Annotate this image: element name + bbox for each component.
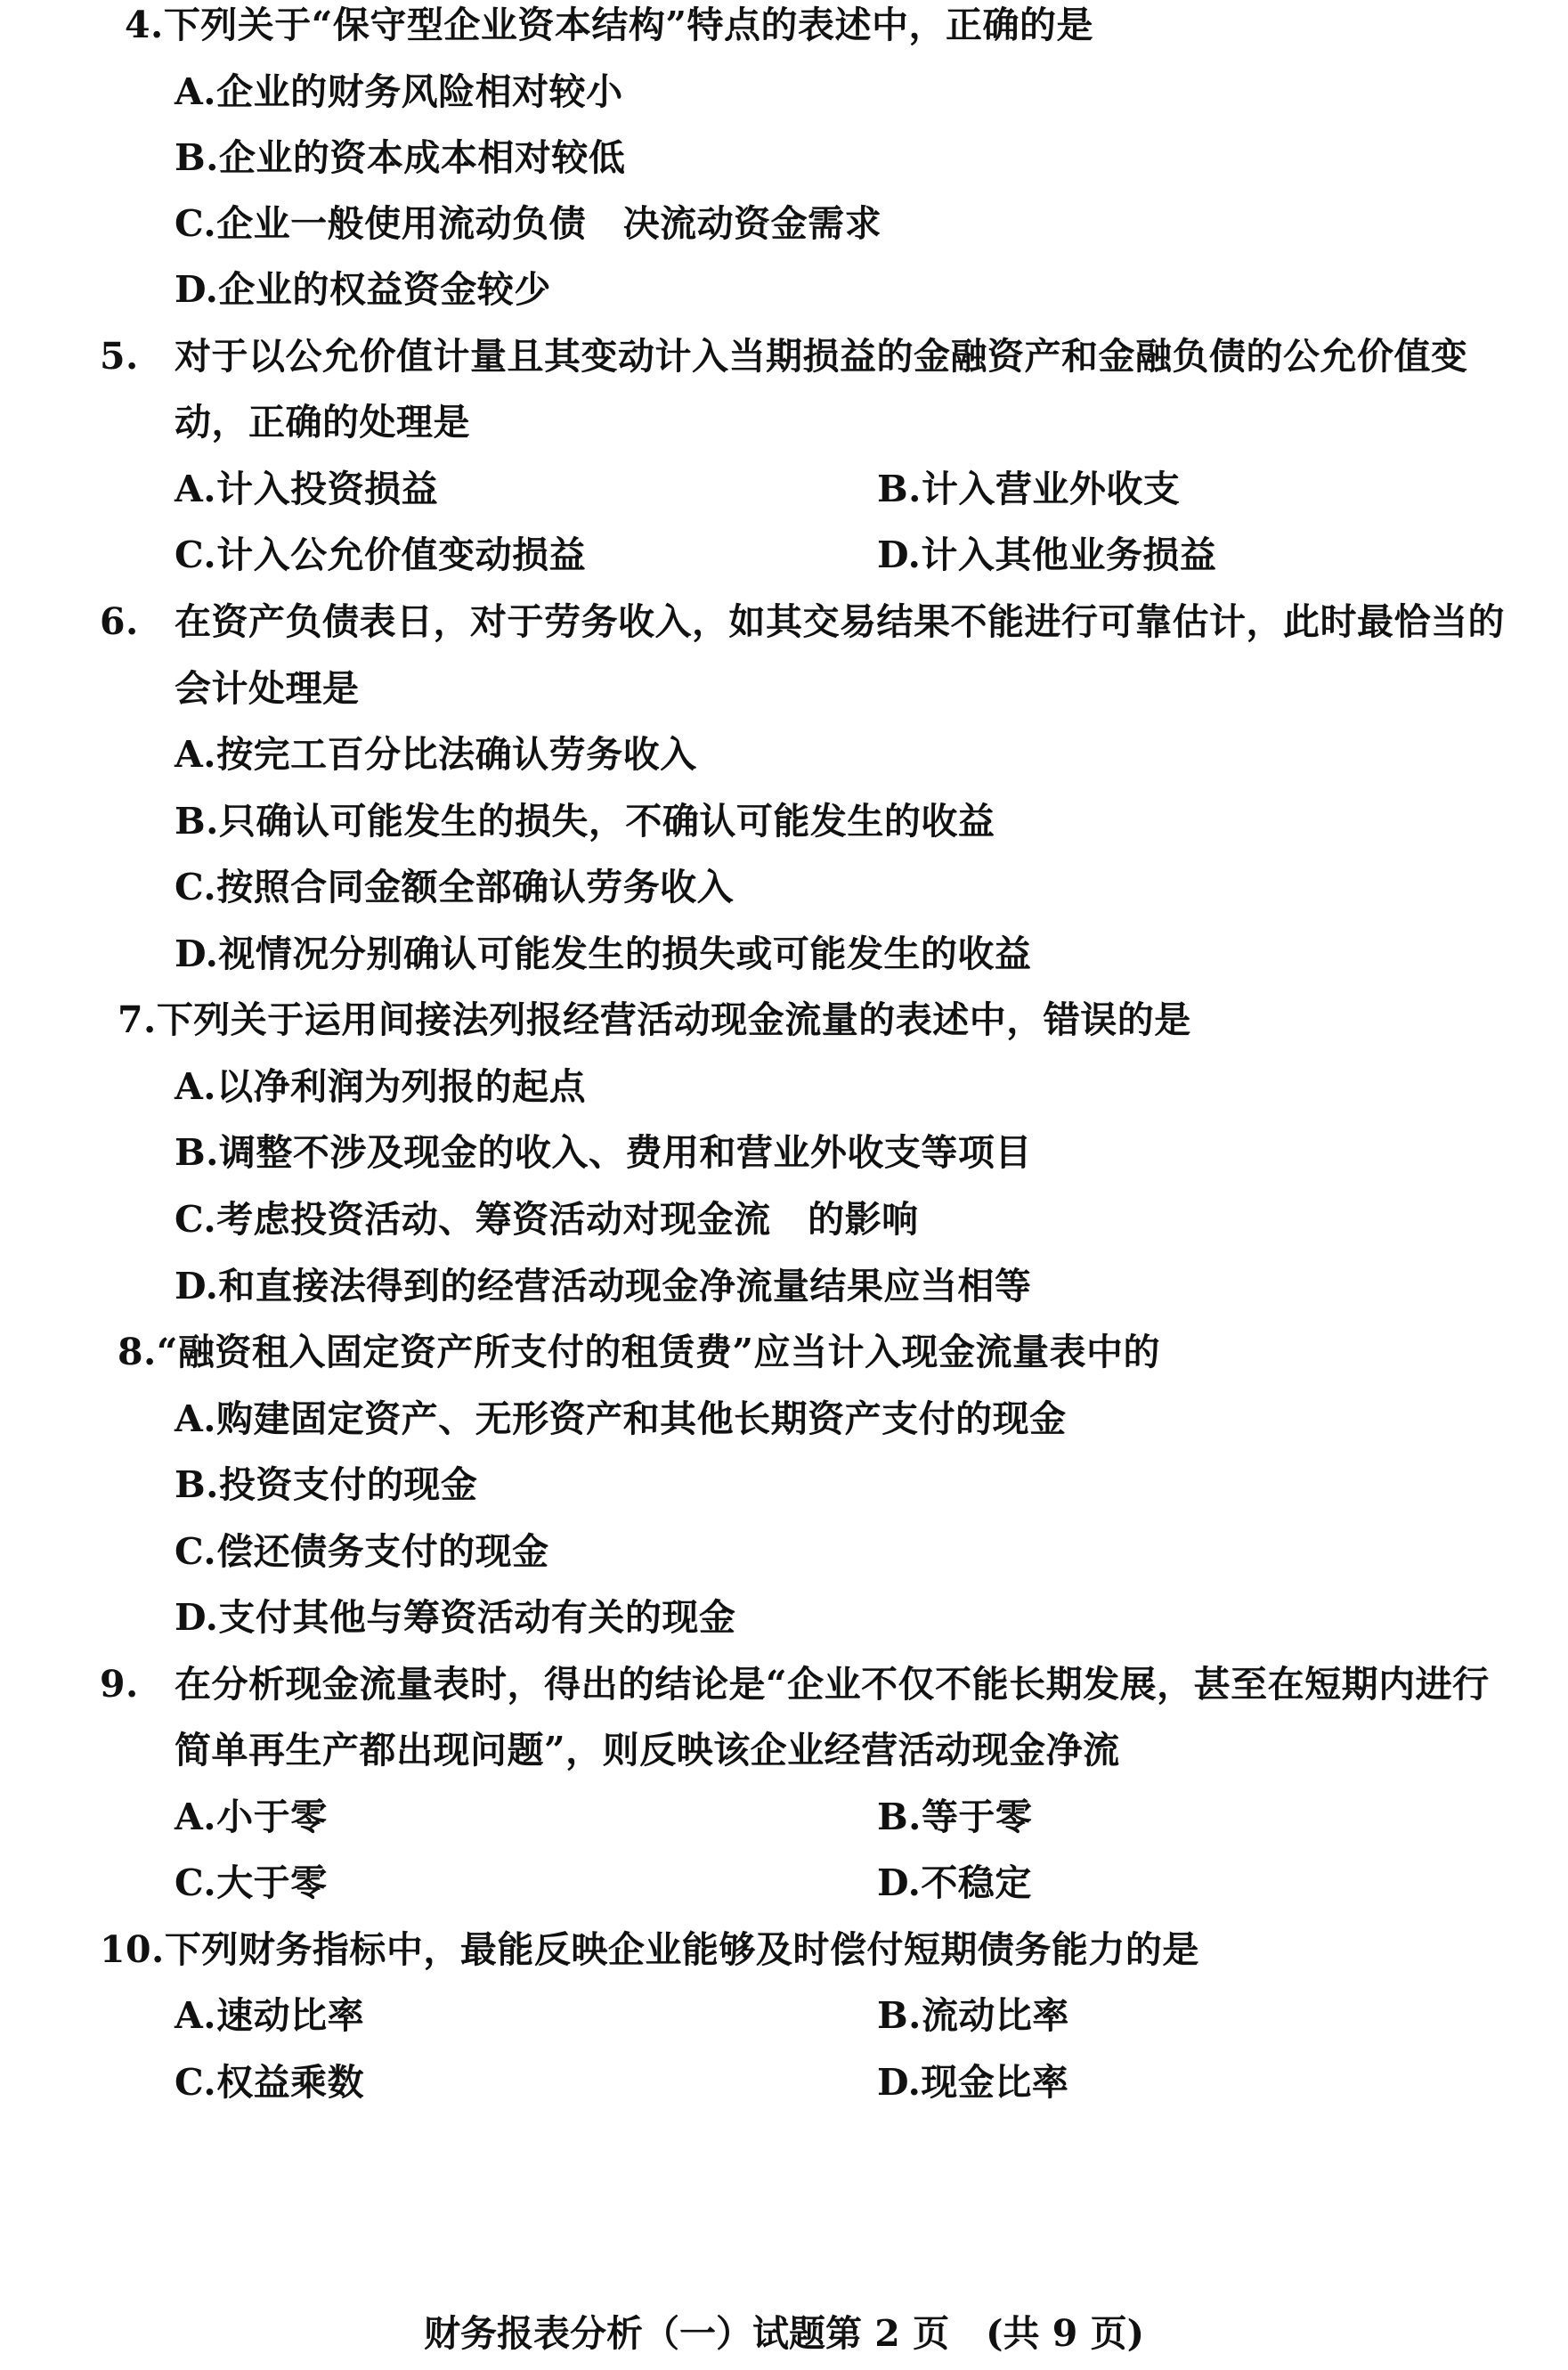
option-text: 考虑投资活动、筹资活动对现金流 的影响	[216, 1198, 919, 1241]
question-5-stem-line-1: 对于以公允价值计量且其变动计入当期损益的金融资产和金融负债的公允价值变	[175, 335, 1468, 378]
question-7-stem	[118, 998, 1191, 1042]
option-text: 调整不涉及现金的收入、费用和营业外收支等项目	[218, 1131, 1032, 1174]
question-10-option-b	[877, 1993, 1069, 2038]
option-label: D.	[877, 1861, 922, 1904]
option-text: 视情况分别确认可能发生的损失或可能发生的收益	[218, 933, 1032, 975]
option-text: 投资支付的现金	[218, 1463, 478, 1506]
option-text: 现金比率	[921, 2061, 1069, 2104]
option-label: C.	[175, 866, 217, 908]
option-label: A.	[175, 468, 217, 510]
option-label: B.	[175, 136, 219, 179]
question-4-stem	[125, 3, 1093, 47]
question-7-option-b	[175, 1130, 1032, 1175]
question-4-number: 4.	[125, 4, 164, 46]
question-5-option-c	[175, 533, 586, 577]
question-8-option-a	[175, 1397, 1067, 1441]
question-9-stem-line-2: 简单再生产都出现问题”，则反映该企业经营活动现金净流	[175, 1729, 1120, 1771]
option-label: A.	[175, 1994, 217, 2037]
question-8-option-c	[175, 1529, 549, 1574]
option-text: 按照合同金额全部确认劳务收入	[216, 866, 735, 908]
question-8-stem-text: “融资租入固定资产所支付的租赁费”应当计入现金流量表中的	[156, 1331, 1160, 1373]
question-10-option-c	[175, 2060, 364, 2105]
option-label: B.	[175, 1463, 219, 1506]
question-7-stem-text: 下列关于运用间接法列报经营活动现金流量的表述中，错误的是	[156, 998, 1191, 1041]
option-text: 只确认可能发生的损失，不确认可能发生的收益	[218, 800, 995, 843]
option-label: D.	[175, 1265, 219, 1307]
option-label: A.	[175, 1397, 217, 1440]
question-4-option-a	[175, 69, 623, 114]
question-6-option-d	[175, 932, 1031, 976]
question-4-option-d	[175, 267, 551, 312]
option-text: 计入投资损益	[216, 468, 439, 510]
question-7-number: 7.	[118, 998, 157, 1041]
question-4-option-b	[175, 135, 625, 180]
option-label: A.	[175, 1065, 217, 1108]
question-5-number: 5.	[100, 335, 139, 378]
question-9-option-c	[175, 1861, 328, 1905]
question-5-option-a	[175, 467, 438, 511]
option-label: C.	[175, 202, 217, 245]
option-text: 大于零	[216, 1861, 328, 1904]
option-text: 计入营业外收支	[921, 468, 1181, 510]
option-text: 购建固定资产、无形资产和其他长期资产支付的现金	[216, 1397, 1067, 1440]
option-text: 流动比率	[921, 1994, 1069, 2037]
option-label: C.	[175, 1861, 217, 1904]
question-9-number: 9.	[100, 1663, 139, 1706]
question-10-stem	[100, 1927, 1199, 1972]
option-text: 企业的财务风险相对较小	[216, 70, 623, 113]
option-label: C.	[175, 533, 217, 576]
option-text: 不稳定	[921, 1861, 1032, 1904]
question-7-option-d	[175, 1264, 1031, 1308]
option-label: B.	[175, 800, 219, 843]
option-label: D.	[175, 1596, 219, 1639]
option-text: 企业的资本成本相对较低	[218, 136, 626, 179]
question-8-option-d	[175, 1595, 735, 1640]
question-5-option-d	[877, 533, 1216, 577]
question-4-stem-text: 下列关于“保守型企业资本结构”特点的表述中，正确的是	[163, 4, 1093, 46]
option-label: B.	[877, 1796, 922, 1838]
option-label: D.	[175, 268, 219, 311]
question-8-stem	[118, 1330, 1160, 1374]
question-6-stem-line-1: 在资产负债表日，对于劳务收入，如其交易结果不能进行可靠估计，此时最恰当的	[175, 600, 1505, 643]
option-label: B.	[877, 468, 922, 510]
question-8-option-b	[175, 1462, 477, 1507]
option-text: 等于零	[921, 1796, 1033, 1838]
question-6-stem-line-2: 会计处理是	[175, 667, 360, 710]
question-9-stem-line-1: 在分析现金流量表时，得出的结论是“企业不仅不能长期发展，甚至在短期内进行	[175, 1663, 1490, 1706]
option-text: 企业的权益资金较少	[218, 268, 551, 311]
option-label: A.	[175, 1796, 217, 1838]
question-10-option-d	[877, 2060, 1068, 2105]
question-9-option-d	[877, 1861, 1032, 1905]
option-text: 企业一般使用流动负债 决流动资金需求	[216, 202, 882, 245]
option-text: 小于零	[216, 1796, 328, 1838]
question-9-option-b	[877, 1795, 1032, 1839]
option-label: C.	[175, 1198, 217, 1241]
question-10-stem-text: 下列财务指标中，最能反映企业能够及时偿付短期债务能力的是	[164, 1928, 1199, 1971]
option-text: 权益乘数	[216, 2061, 365, 2104]
option-label: D.	[877, 2061, 922, 2104]
option-text: 支付其他与筹资活动有关的现金	[218, 1596, 736, 1639]
question-7-option-c	[175, 1197, 919, 1242]
option-text: 按完工百分比法确认劳务收入	[216, 733, 697, 776]
question-8-number: 8.	[118, 1331, 157, 1373]
option-label: C.	[175, 2061, 217, 2104]
option-label: B.	[175, 1131, 219, 1174]
option-label: B.	[877, 1994, 922, 2037]
option-text: 计入公允价值变动损益	[216, 533, 587, 576]
option-label: A.	[175, 733, 217, 776]
page-footer: 财务报表分析（一）试题第 2 页 (共 9 页)	[424, 2312, 1144, 2355]
question-6-number: 6.	[100, 600, 139, 643]
question-6-option-a	[175, 732, 697, 777]
option-text: 和直接法得到的经营活动现金净流量结果应当相等	[218, 1265, 1032, 1307]
question-9-option-a	[175, 1795, 328, 1839]
question-7-option-a	[175, 1064, 586, 1109]
question-5-stem-line-2: 动，正确的处理是	[175, 401, 470, 444]
option-label: D.	[877, 533, 922, 576]
question-6-option-b	[175, 799, 995, 843]
question-10-option-a	[175, 1993, 364, 2038]
option-text: 计入其他业务损益	[921, 533, 1217, 576]
question-6-option-c	[175, 865, 734, 909]
option-label: C.	[175, 1530, 217, 1573]
option-text: 速动比率	[216, 1994, 365, 2037]
option-label: D.	[175, 933, 219, 975]
option-text: 以净利润为列报的起点	[216, 1065, 587, 1108]
question-4-option-c	[175, 201, 881, 246]
question-10-number: 10.	[100, 1928, 165, 1971]
question-5-option-b	[877, 467, 1180, 511]
option-label: A.	[175, 70, 217, 113]
option-text: 偿还债务支付的现金	[216, 1530, 549, 1573]
